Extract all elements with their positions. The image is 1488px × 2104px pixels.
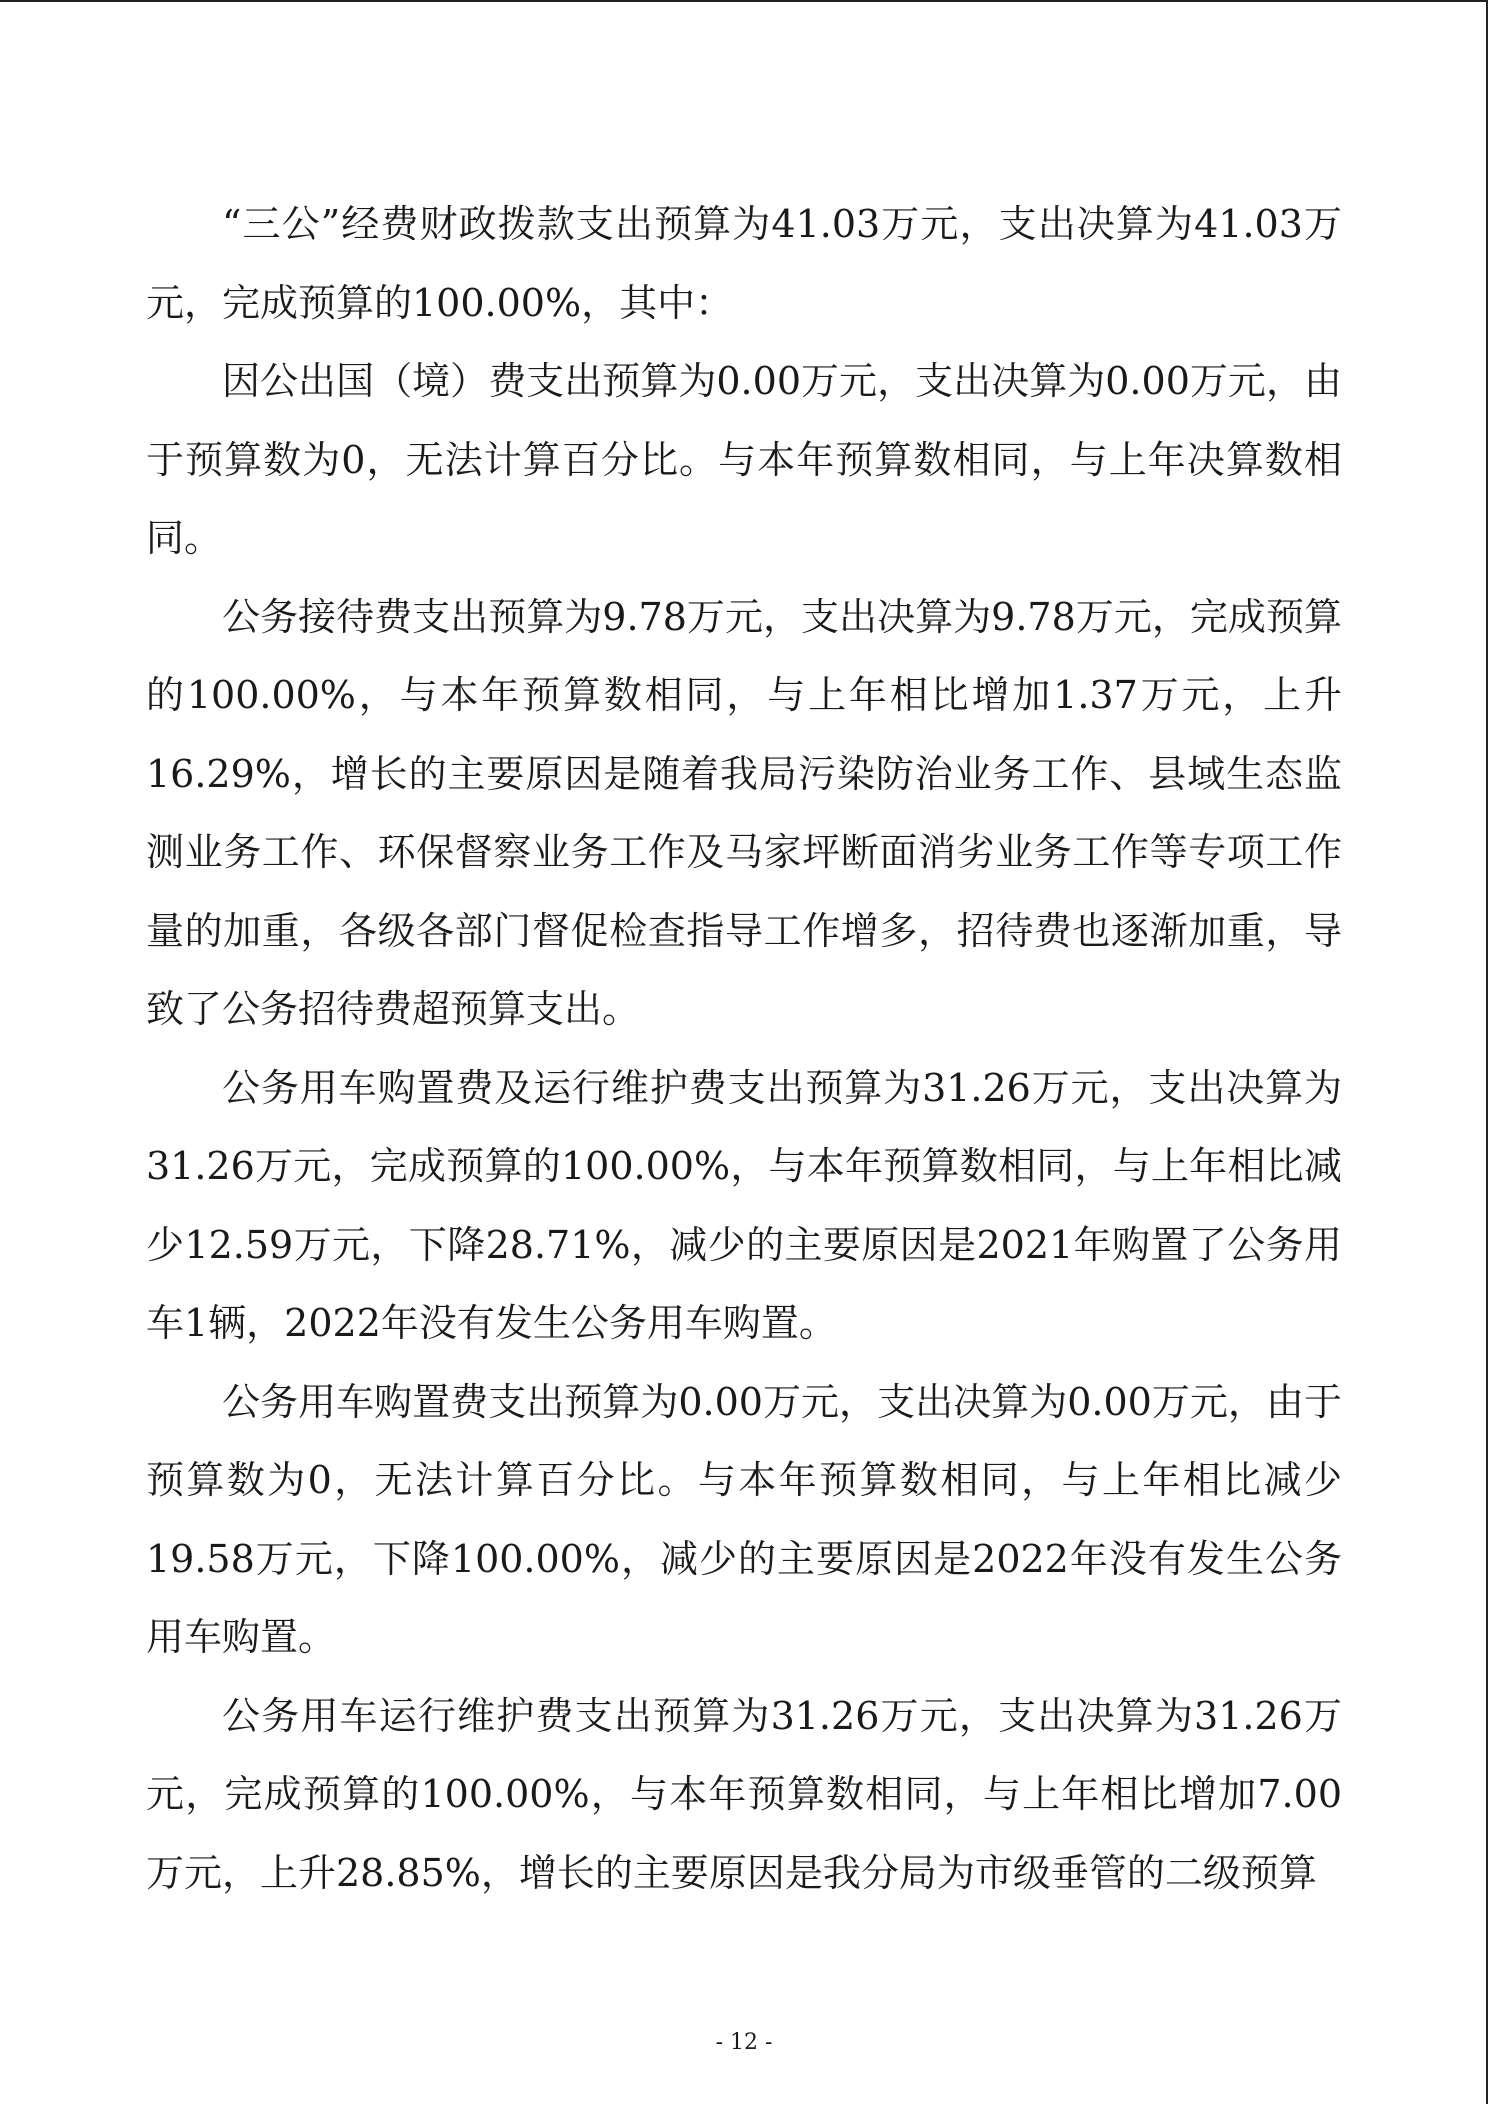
- paragraph-overseas-travel-expenses: 因公出国（境）费支出预算为0.00万元，支出决算为0.00万元，由于预算数为0，无法计算百分比。与本年预算数相同，与上年决算数相同。: [146, 359, 1342, 560]
- paragraph-official-reception-expenses: 公务接待费支出预算为9.78万元，支出决算为9.78万元，完成预算的100.00%，与本年预算数相同，与上年相比增加1.37万元，上升16.29%，增长的主要原因是随着我局污染防治业务工作、县域生态监测业务工作、环保督察业务工作及马家坪断面消劣业务工作等专项工作量的加重，各级各部门督促检查指导工作增多，招待费也逐渐加重，导致了公务招待费超预算支出。: [146, 594, 1342, 1031]
- paragraph-vehicle-purchase: 公务用车购置费支出预算为0.00万元，支出决算为0.00万元，由于预算数为0，无法计算百分比。与本年预算数相同，与上年相比减少19.58万元，下降100.00%，减少的主要原因是2022年没有发生公务用车购置。: [146, 1379, 1342, 1659]
- body-text: [146, 185, 1342, 1912]
- paragraph-three-public-expenses-summary: “三公”经费财政拨款支出预算为41.03万元，支出决算为41.03万元，完成预算的100.00%，其中：: [146, 202, 1342, 325]
- page-number: - 12 -: [715, 2030, 773, 2055]
- paragraph-vehicle-purchase-and-operation: 公务用车购置费及运行维护费支出预算为31.26万元，支出决算为31.26万元，完成预算的100.00%，与本年预算数相同，与上年相比减少12.59万元，下降28.71%，减少的主要原因是2021年购置了公务用车1辆，2022年没有发生公务用车购置。: [146, 1065, 1342, 1345]
- paragraph-vehicle-operation-maintenance: 公务用车运行维护费支出预算为31.26万元，支出决算为31.26万元，完成预算的100.00%，与本年预算数相同，与上年相比增加7.00万元，上升28.85%，增长的主要原因是我分局为市级垂管的二级预算: [146, 1693, 1342, 1895]
